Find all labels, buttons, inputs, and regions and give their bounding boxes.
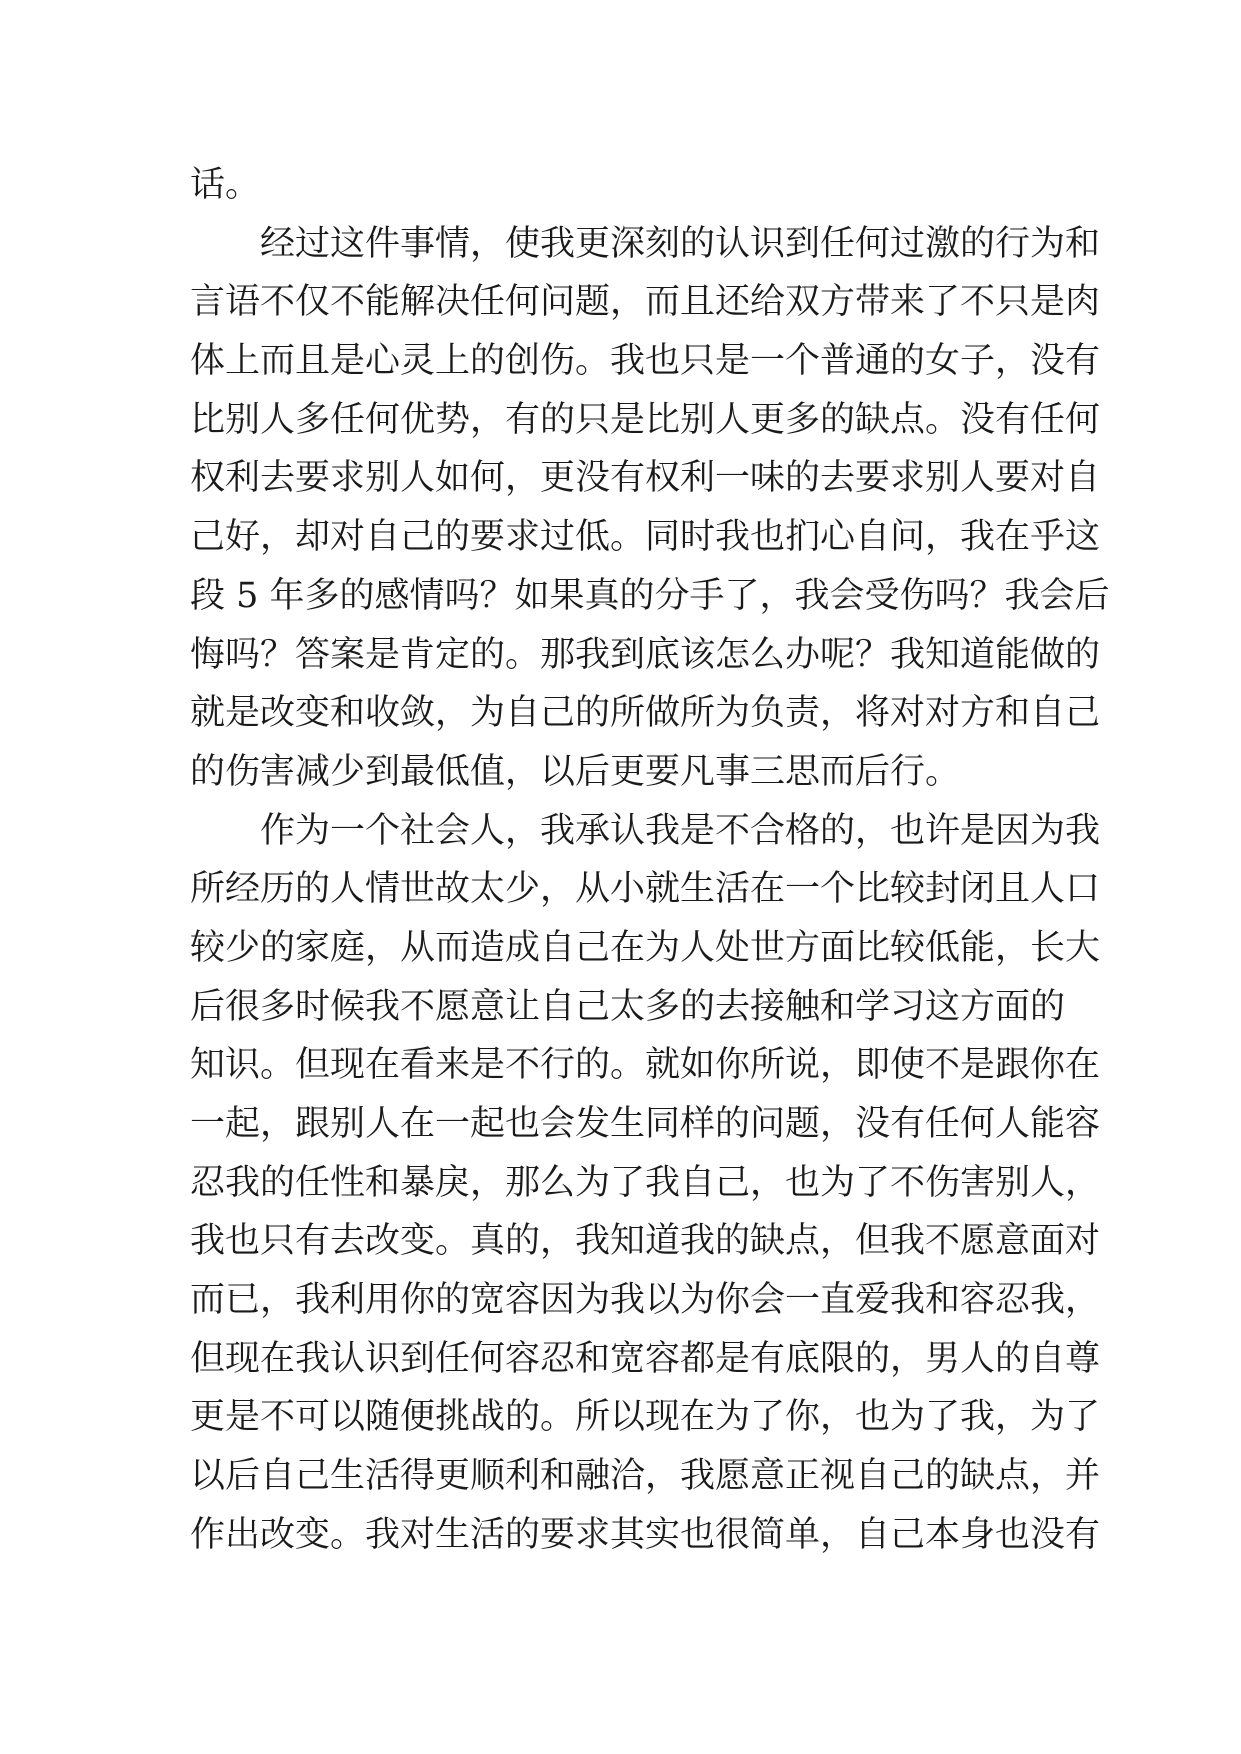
text-line: 更是不可以随便挑战的。所以现在为了你，也为了我，为了 — [190, 1397, 1101, 1438]
text-line: 而已，我利用你的宽容因为我以为你会一直爱我和容忍我， — [190, 1280, 1101, 1321]
text-line: 后很多时候我不愿意让自己太多的去接触和学习这方面的 — [190, 986, 1066, 1027]
text-line: 话。 — [190, 165, 261, 205]
body-text — [190, 156, 1110, 1565]
text-line: 的伤害减少到最低值，以后更要凡事三思而后行。 — [190, 751, 961, 792]
text-line: 作出改变。我对生活的要求其实也很简单，自己本身也没有 — [190, 1514, 1101, 1555]
text-line: 段 5 年多的感情吗？如果真的分手了，我会受伤吗？我会后 — [190, 575, 1110, 616]
text-line: 以后自己生活得更顺利和融洽，我愿意正视自己的缺点，并 — [190, 1456, 1101, 1497]
text-line: 知识。但现在看来是不行的。就如你所说，即使不是跟你在 — [190, 1045, 1101, 1086]
text-line: 言语不仅不能解决任何问题，而且还给双方带来了不只是肉 — [190, 282, 1101, 323]
text-line: 己好，却对自己的要求过低。同时我也扪心自问，我在乎这 — [190, 517, 1101, 558]
text-line: 较少的家庭，从而造成自己在为人处世方面比较低能，长大 — [190, 927, 1101, 968]
text-line: 忍我的任性和暴戾，那么为了我自己，也为了不伤害别人， — [190, 1162, 1101, 1203]
text-line: 经过这件事情，使我更深刻的认识到任何过激的行为和 — [260, 223, 1101, 264]
text-line: 悔吗？答案是肯定的。那我到底该怎么办呢？我知道能做的 — [190, 634, 1101, 675]
text-line: 作为一个社会人，我承认我是不合格的，也许是因为我 — [260, 810, 1101, 851]
text-line: 所经历的人情世故太少，从小就生活在一个比较封闭且人口 — [190, 869, 1101, 910]
text-line: 一起，跟别人在一起也会发生同样的问题，没有任何人能容 — [190, 1104, 1101, 1144]
text-line: 体上而且是心灵上的创伤。我也只是一个普通的女子，没有 — [190, 341, 1101, 382]
text-line: 但现在我认识到任何容忍和宽容都是有底限的，男人的自尊 — [190, 1338, 1101, 1379]
text-line: 权利去要求别人如何，更没有权利一味的去要求别人要对自 — [190, 458, 1101, 499]
text-line: 就是改变和收敛，为自己的所做所为负责，将对对方和自己 — [190, 693, 1101, 734]
text-line: 我也只有去改变。真的，我知道我的缺点，但我不愿意面对 — [190, 1221, 1101, 1262]
text-line: 比别人多任何优势，有的只是比别人更多的缺点。没有任何 — [190, 399, 1101, 440]
